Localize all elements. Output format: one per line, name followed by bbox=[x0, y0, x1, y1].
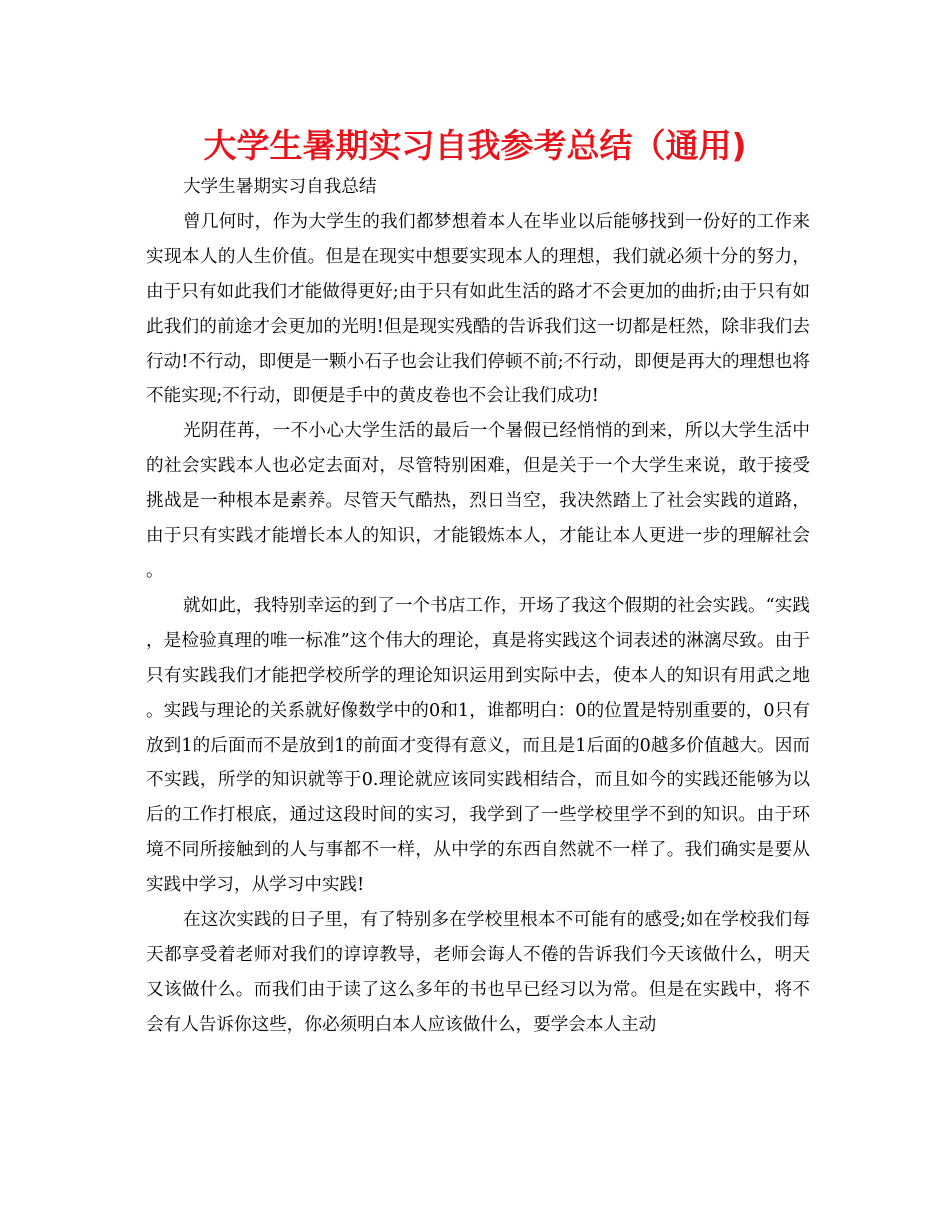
paragraph: 曾几何时，作为大学生的我们都梦想着本人在毕业以后能够找到一份好的工作来实现本人的人生价值。但是在现实中想要实现本人的理想，我们就必须十分的努力，由于只有如此我们才能做得更好;由于只有如此生活的路才不会更加的曲折;由于只有如此我们的前途才会更加的光明!但是现实残酷的告诉我们这一切都是枉然，除非我们去行动!不行动，即便是一颗小石子也会让我们停顿不前;不行动，即便是再大的理想也将不能实现;不行动，即便是手中的黄皮卷也不会让我们成功! bbox=[146, 211, 810, 407]
paragraph: 在这次实践的日子里，有了特别多在学校里根本不可能有的感受;如在学校我们每天都享受着老师对我们的谆谆教导，老师会诲人不倦的告诉我们今天该做什么，明天又该做什么。而我们由于读了这么多年的书也早已经习以为常。但是在实践中，将不会有人告诉你这些，你必须明白本人应该做什么，要学会本人主动 bbox=[146, 910, 810, 1035]
paragraph: 就如此，我特别幸运的到了一个书店工作，开场了我这个假期的社会实践。“实践，是检验真理的唯一标准”这个伟大的理论，真是将实践这个词表述的淋漓尽致。由于只有实践我们才能把学校所学的理论知识运用到实际中去，使本人的知识有用武之地。实践与理论的关系就好像数学中的0和1，谁都明白：0的位置是特别重要的，0只有放到1的后面而不是放到1的前面才变得有意义，而且是1后面的0越多价值越大。因而不实践，所学的知识就等于0.理论就应该同实践相结合，而且如今的实践还能够为以后的工作打根底，通过这段时间的实习，我学到了一些学校里学不到的知识。由于环境不同所接触到的人与事都不一样，从中学的东西自然就不一样了。我们确实是要从实践中学习，从学习中实践! bbox=[146, 595, 810, 896]
document-subtitle: 大学生暑期实习自我总结 bbox=[182, 177, 377, 197]
paragraph: 光阴荏苒，一不小心大学生活的最后一个暑假已经悄悄的到来，所以大学生活中的社会实践本人也必定去面对，尽管特别困难，但是关于一个大学生来说，敢于接受挑战是一种根本是素养。尽管天气酷热，烈日当空，我决然踏上了社会实践的道路，由于只有实践才能增长本人的知识，才能锻炼本人，才能让本人更进一步的理解社会。 bbox=[146, 421, 810, 581]
document-body bbox=[146, 170, 810, 1043]
document-title: 大学生暑期实习自我参考总结（通用) bbox=[203, 126, 747, 165]
